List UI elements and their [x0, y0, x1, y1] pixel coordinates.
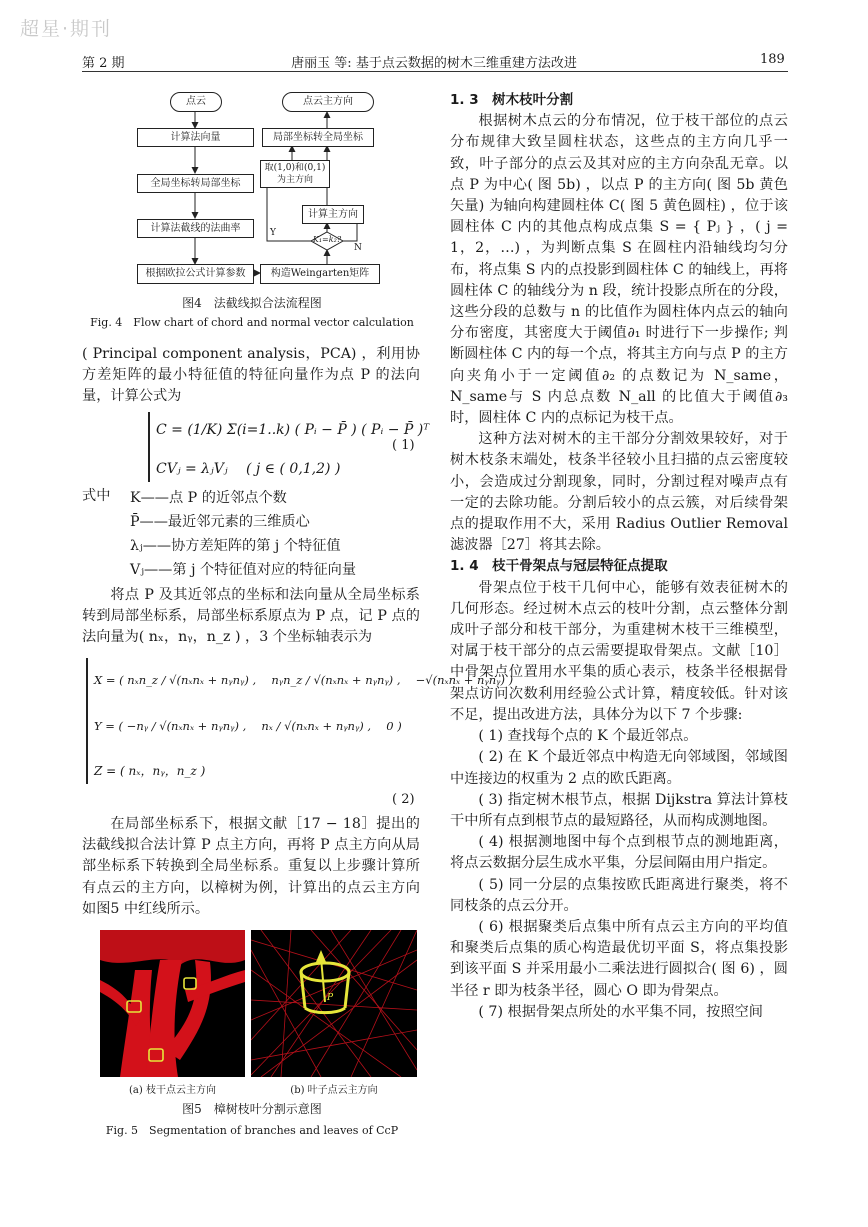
equation-1-line-a: C = (1/K) Σ(i=1..k) ( Pᵢ − P̄ ) ( Pᵢ − P̄ )ᵀ: [156, 422, 430, 438]
decision-label: K₁=k₂?: [312, 235, 342, 244]
coordinate-paragraph: 将点 P 及其近邻点的坐标和法向量从全局坐标系转到局部坐标系，局部坐标系原点为 P 点，记 P 点的法向量为( nₓ，nᵧ，n_z ) ，3 个坐标轴表示为: [82, 587, 420, 646]
flowchart-arrows: [82, 78, 422, 328]
step-2: ( 2) 在 K 个最近邻点中构造无向邻域图，邻域图中连接边的权重为 2 点的欧氏距离。: [450, 749, 788, 787]
no-label: N: [354, 243, 362, 253]
definition-lambda: λⱼ——协方差矩阵的第 j 个特征值: [130, 538, 341, 554]
figure-5a-caption: (a) 枝干点云主方向: [129, 1085, 216, 1096]
box-calc-normal: 计算法向量: [137, 128, 254, 147]
equation-2-x: X = ( nₓn_z / √(nₓnₓ + nᵧnᵧ) , nᵧn_z / √(nₓnₓ + nᵧnᵧ) , −√(nₓnₓ + nᵧnᵧ) ): [94, 673, 514, 687]
symbol-definitions: [130, 486, 420, 582]
figure-5b-leaf-image: [251, 930, 417, 1077]
figure-4-caption-cn: 图4 法截线拟合法流程图: [182, 296, 322, 310]
left-paragraph-1: [82, 344, 420, 408]
right-column: [450, 90, 788, 1023]
step-7: ( 7) 根据骨架点所处的水平集不同，按照空间: [478, 1003, 763, 1020]
box-pointcloud: 点云: [170, 92, 222, 112]
section-1-3-heading: 1. 3 树木枝叶分割: [450, 92, 574, 108]
issue-number: 第 2 期: [82, 56, 125, 71]
step-3: ( 3) 指定树木根节点，根据 Dijkstra 算法计算枝干中所有点到根节点的最短路径，从而构成测地图。: [450, 791, 788, 829]
equation-1: [148, 412, 430, 482]
watermark: 超星·期刊: [20, 18, 113, 40]
step-1: ( 1) 查找每个点的 K 个最近邻点。: [478, 728, 698, 745]
step-5: ( 5) 同一分层的点集按欧氏距离进行聚类，将不同枝条的点云分开。: [450, 876, 788, 914]
segmentation-paragraph: 根据树木点云的分布情况，位于枝干部位的点云分布规律大致呈圆柱状态，这些点的主方向几乎一致，叶子部分的点云及其对应的主方向杂乱无章。以点 P 为中心( 图 5b) ，以点 P 的主方向( 图 5b 黄色矢量) 为轴向构建圆柱体 C( 图 5 黄色圆柱) ，位于该圆柱体 C 内的其他点构成点集 S = { Pⱼ } ，( j = 1，2，…) ，为判断点集 S 在圆柱内沿轴线均匀分布，将点集 S 内的点投影到圆柱体 C 的轴线上，再将圆柱体 C 的轴线分为 n 段，统计投影点所在的分段，这些分段的总数与 n 的比值作为圆柱体内点云的轴向分布密度，其密度大于阈值∂₁ 时进行下一步操作; 判断圆柱体 C 内的每一个点，将其主方向与点 P 的主方向夹角小于一定阈值∂₂ 的点数记为 N_same，N_same与 S 内总点数 N_all 的比值大于阈值∂₃ 时，圆柱体 C 内的点标记为枝干点。: [450, 113, 788, 427]
box-global-to-local: 全局坐标转局部坐标: [137, 174, 254, 193]
box-calc-main-direction: 计算主方向: [302, 205, 364, 224]
equation-2: [86, 658, 514, 784]
figure-5-caption-cn: 图5 樟树枝叶分割示意图: [182, 1102, 322, 1116]
definition-centroid: P̄——最近邻元素的三维质心: [130, 514, 310, 530]
box-take-vector: 取(1,0)和(0,1)为主方向: [260, 160, 330, 188]
running-title: 唐丽玉 等: 基于点云数据的树木三维重建方法改进: [291, 56, 577, 71]
figure-5a-branch-image: [100, 930, 245, 1077]
segmentation-effect-paragraph: 这种方法对树木的主干部分分割效果较好，对于树木枝条末端处，枝条半径较小且扫描的点云密度较小，会造成过分割现象，同时，分割过程对噪声点有一定的去除功能。分割后较小的点云簇，对后续骨架点的提取作用不大，采用 Radius Outlier Removal 滤波器［27］将其去除。: [450, 431, 788, 554]
equation-1-number: ( 1): [392, 438, 415, 453]
box-calc-curvature: 计算法截线的法曲率: [137, 219, 254, 238]
equation-2-z: Z = ( nₓ，nᵧ，n_z ): [94, 764, 206, 778]
box-weingarten: 构造Weingarten矩阵: [260, 264, 380, 284]
equation-2-number: ( 2): [392, 792, 415, 807]
header-rule: [82, 71, 788, 72]
figure-5-caption-en: Fig. 5 Segmentation of branches and leaves of CcP: [105, 1124, 399, 1137]
definition-v: Vⱼ——第 j 个特征值对应的特征向量: [130, 562, 357, 578]
page-number: 189: [760, 52, 785, 67]
equation-1-line-b: CVⱼ = λⱼVⱼ ( j ∈ ( 0,1,2) ): [156, 461, 341, 477]
box-local-to-global: 局部坐标转全局坐标: [262, 128, 374, 147]
box-euler-params: 根据欧拉公式计算参数: [137, 264, 254, 284]
definition-k: K——点 P 的近邻点个数: [130, 490, 287, 506]
where-label: 式中: [82, 488, 111, 504]
section-1-4-heading: 1. 4 枝干骨架点与冠层特征点提取: [450, 558, 668, 575]
point-p-label: P: [327, 993, 334, 1003]
figure-4: [82, 78, 422, 328]
branch-point-cloud: [100, 930, 245, 1077]
left-paragraph-2: [82, 585, 420, 649]
figure-5b-caption: (b) 叶子点云主方向: [290, 1085, 378, 1096]
step-4: ( 4) 根据测地图中每个点到根节点的测地距离，将点云数据分层生成水平集，分层间隔由用户指定。: [450, 834, 788, 872]
step-6: ( 6) 根据聚类后点集中所有点云主方向的平均值和聚类后点集的质心构造最优切平面 S，将点集投影到该平面 S 并采用最小二乘法进行圆拟合( 图 6) ，圆半径 r 即为枝条半径，圆心 O 即为骨架点。: [450, 918, 788, 999]
local-coordinate-paragraph: 在局部坐标系下，根据文献［17 − 18］提出的法截线拟合法计算 P 点主方向，再将 P 点主方向从局部坐标系下转换到全局坐标系。重复以上步骤计算所有点云的主方向，以樟树为例，计算出的点云主方向如图5 中红线所示。: [82, 816, 420, 917]
left-paragraph-3: [82, 814, 420, 920]
pca-paragraph: ( Principal component analysis，PCA) ，利用协方差矩阵的最小特征值的特征向量作为点 P 的法向量，计算公式为: [82, 346, 420, 405]
figure-4-caption-en: Fig. 4 Flow chart of chord and normal vector calculation: [90, 316, 414, 329]
box-main-direction: 点云主方向: [282, 92, 374, 112]
equation-2-y: Y = ( −nᵧ / √(nₓnₓ + nᵧnᵧ) , nₓ / √(nₓnₓ + nᵧnᵧ) , 0 ): [94, 719, 402, 733]
yes-label: Y: [270, 228, 276, 238]
skeleton-paragraph: 骨架点位于枝干几何中心，能够有效表征树木的几何形态。经过树木点云的枝叶分割，点云整体分割成叶子部分和枝干部分，为重建树木枝干三维模型，对属于枝干部分的点云需要提取骨架点。文献［10］中骨架点位置用水平集的质心表示，枝条半径根据骨架点访问次数利用经验公式计算，精度较低。针对该不足，提出改进方法，具体分为以下 7 个步骤:: [450, 579, 788, 723]
leaf-point-cloud: [251, 930, 417, 1077]
